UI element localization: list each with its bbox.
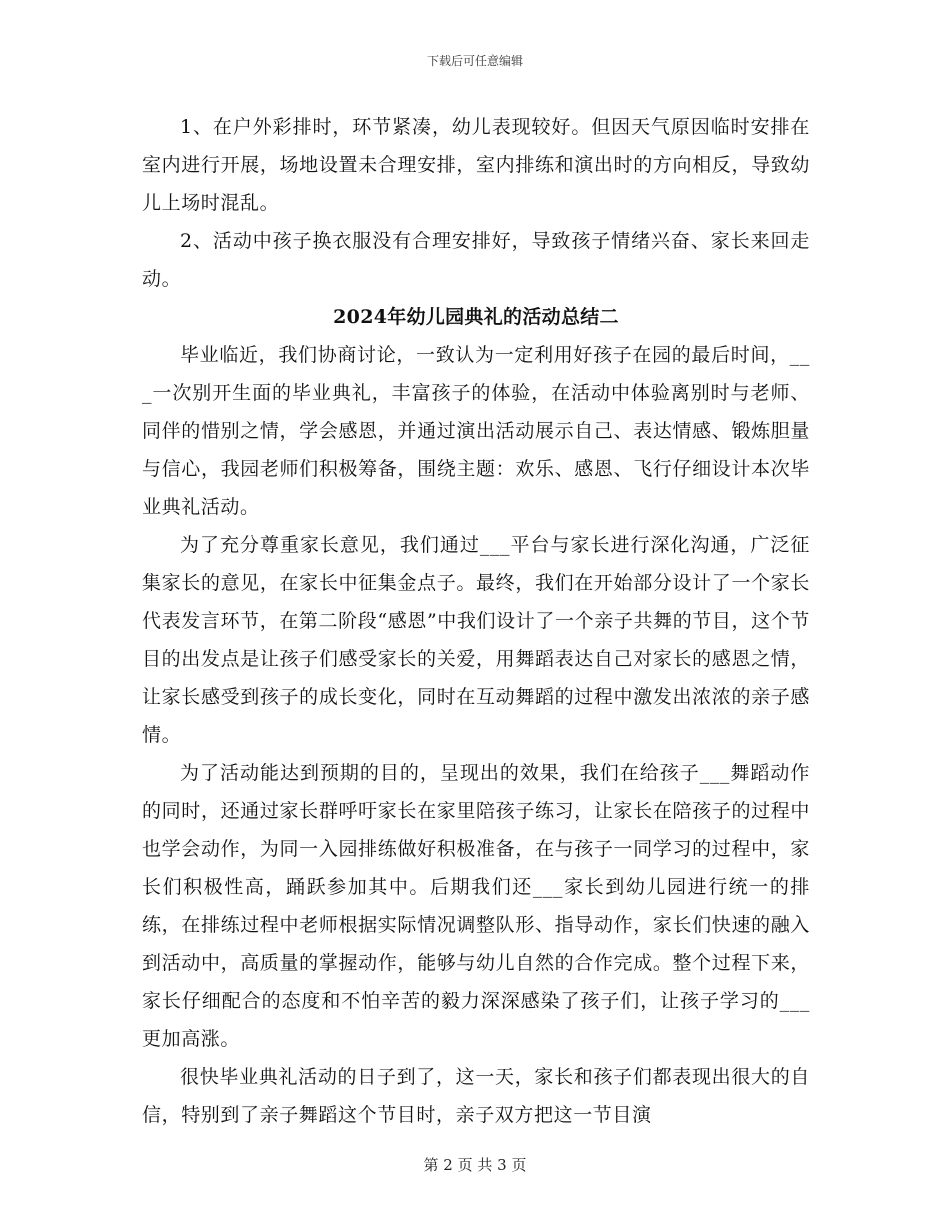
- paragraph-5: 为了活动能达到预期的目的，呈现出的效果，我们在给孩子___舞蹈动作的同时，还通过家长群呼吁家长在家里陪孩子练习，让家长在陪孩子的过程中也学会动作，为同一入园排练做好积极准备，在与孩子一同学习的过程中，家长们积极性高，踊跃参加其中。后期我们还___家长到幼儿园进行统一的排练，在排练过程中老师根据实际情况调整队形、指导动作，家长们快速的融入到活动中，高质量的掌握动作，能够与幼儿自然的合作完成。整个过程下来，家长仔细配合的态度和不怕辛苦的毅力深深感染了孩子们，让孩子学习的___更加高涨。: [142, 762, 810, 1050]
- paragraph-4: 为了充分尊重家长意见，我们通过___平台与家长进行深化沟通，广泛征集家长的意见，在家长中征集金点子。最终，我们在开始部分设计了一个家长代表发言环节，在第二阶段“感恩”中我们设计了一个亲子共舞的节目，这个节目的出发点是让孩子们感受家长的关爱，用舞蹈表达自己对家长的感恩之情，让家长感受到孩子的成长变化，同时在互动舞蹈的过程中激发出浓浓的亲子感情。: [142, 534, 810, 746]
- document-body: [142, 108, 810, 1134]
- paragraph-6: 很快毕业典礼活动的日子到了，这一天，家长和孩子们都表现出很大的自信，特别到了亲子舞蹈这个节目时，亲子双方把这一节目演: [142, 1066, 810, 1126]
- page-footer: 第 2 页 共 3 页: [423, 1156, 527, 1174]
- paragraph-2: 2、活动中孩子换衣服没有合理安排好，导致孩子情绪兴奋、家长来回走动。: [142, 230, 810, 290]
- section-heading: 2024年幼儿园典礼的活动总结二: [333, 306, 619, 328]
- paragraph-1: 1、在户外彩排时，环节紧凑，幼儿表现较好。但因天气原因临时安排在室内进行开展，场地设置未合理安排，室内排练和演出时的方向相反，导致幼儿上场时混乱。: [142, 116, 810, 214]
- paragraph-3: 毕业临近，我们协商讨论，一致认为一定利用好孩子在园的最后时间，___一次别开生面的毕业典礼，丰富孩子的体验，在活动中体验离别时与老师、同伴的惜别之情，学会感恩，并通过演出活动展示自己、表达情感、锻炼胆量与信心，我园老师们积极筹备，围绕主题：欢乐、感恩、飞行仔细设计本次毕业典礼活动。: [142, 344, 810, 518]
- page-header: 下载后可任意编辑: [426, 54, 523, 68]
